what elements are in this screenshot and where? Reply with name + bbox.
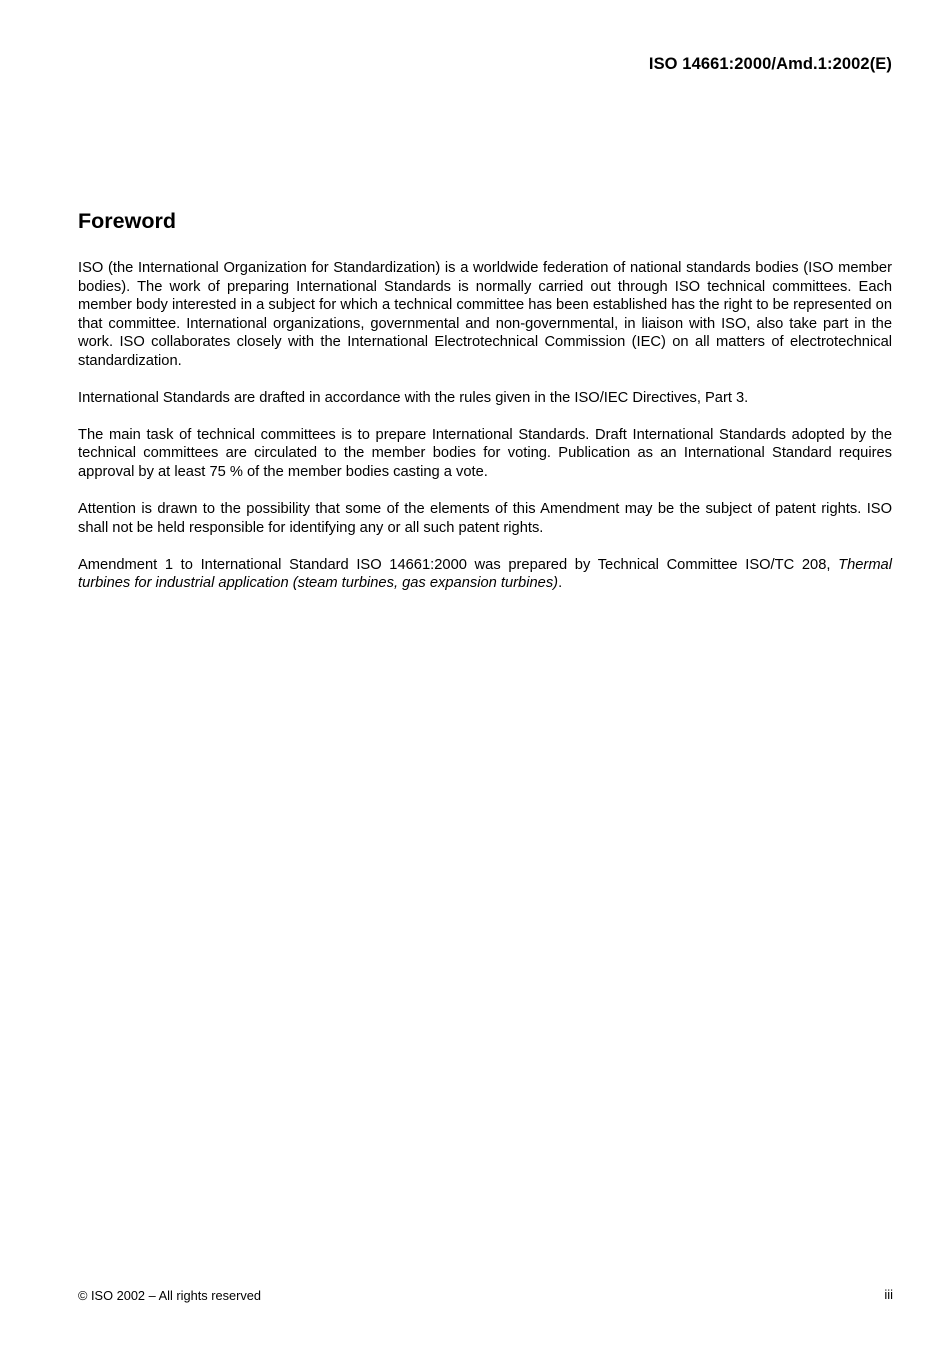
paragraph-directives: International Standards are drafted in accordance with the rules given in the ISO/IEC Directives, Part 3. (78, 389, 749, 406)
page-title: Foreword (78, 209, 176, 233)
paragraph-iso-intro: ISO (the International Organization for Standardization) is a worldwide federation of national standards bodies (ISO member bodies). The work of preparing International Standards is normally carried out through ISO technical committees. Each member body interested in a subject for which a technical committee has been established has the right to be represented on that committee. International organizations, governmental and non-governmental, in liaison with ISO, also take part in the work. ISO collaborates closely with the International Electrotechnical Commission (IEC) on all matters of electrotechnical standardization. (78, 260, 892, 369)
document-header: ISO 14661:2000/Amd.1:2002(E) (648, 55, 892, 73)
amendment-text: Amendment 1 to International Standard ISO 14661:2000 was prepared by Technical Committee ISO/TC 208, (78, 556, 831, 573)
foreword-body (78, 259, 892, 611)
page-number: iii (884, 1287, 893, 1302)
paragraph-patent-rights: Attention is drawn to the possibility that some of the elements of this Amendment may be the subject of patent rights. ISO shall not be held responsible for identifying any or all such patent rights. (78, 501, 892, 536)
paragraph-technical-committees: The main task of technical committees is to prepare International Standards. Draft International Standards adopted by the technical committees are circulated to the member bodies for voting. Publication as an International Standard requires approval by at least 75 % of the member bodies casting a vote. (78, 426, 892, 480)
copyright-notice: © ISO 2002 – All rights reserved (78, 1288, 261, 1303)
paragraph-amendment (78, 556, 892, 593)
amendment-end: . (558, 575, 563, 592)
committee-title: Thermal turbines for industrial application (steam turbines, gas expansion turbines) (78, 556, 892, 592)
